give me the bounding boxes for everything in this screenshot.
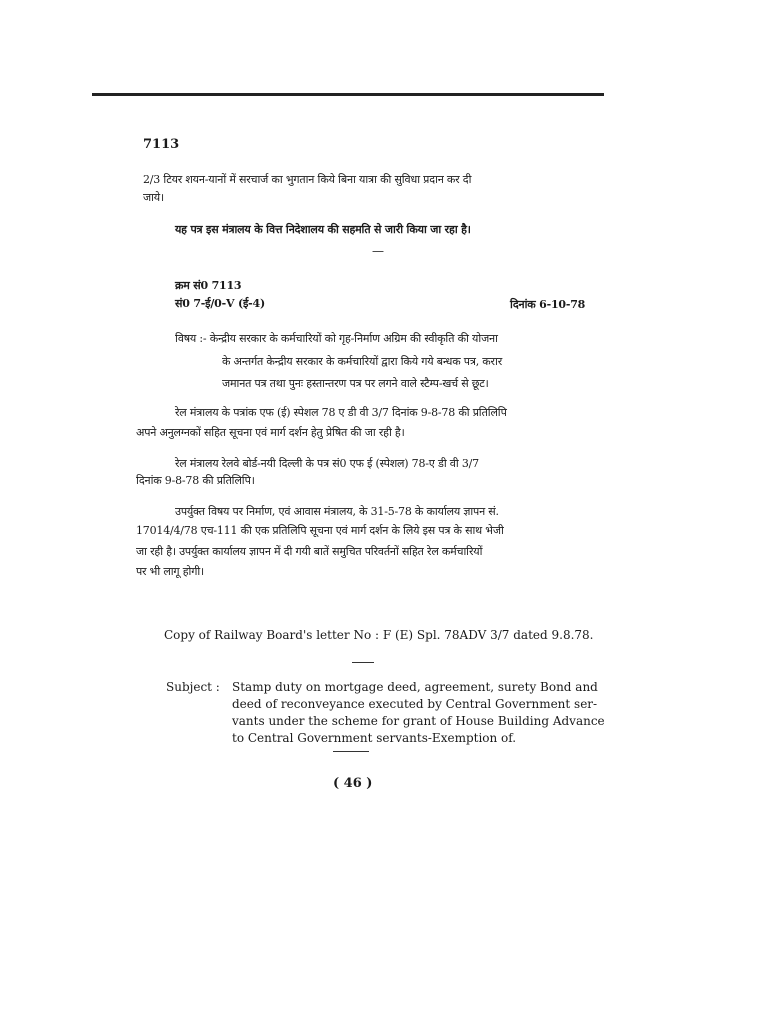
para3-line-2: 17014/4/78 एच-111 की एक प्रतिलिपि सूचना एवं मार्ग दर्शन के लिये इस पत्र के साथ भेजी (136, 524, 504, 537)
para2-line-2: दिनांक 9-8-78 की प्रतिलिपि। (136, 474, 255, 487)
subject-en-line-1: Stamp duty on mortgage deed, agreement, surety Bond and (232, 680, 598, 694)
ref-number: सं0 7-ई/0-V (ई-4) (175, 297, 265, 310)
subject-en-line-2: deed of reconveyance executed by Central Government ser- (232, 697, 598, 711)
intro-line-2: जाये। (143, 191, 164, 204)
ref-serial: क्रम सं0 7113 (175, 279, 242, 292)
subject-separator (333, 751, 369, 752)
doc-number: 7113 (143, 137, 180, 152)
page-number: ( 46 ) (333, 776, 373, 791)
subject-hi-line-1: विषय :- केन्द्रीय सरकार के कर्मचारियों को गृह-निर्माण अग्रिम की स्वीकृति की योजना (175, 332, 498, 345)
para1-line-1: रेल मंत्रालय के पत्रांक एफ (ई) स्पेशल 78 ए डी वी 3/7 दिनांक 9-8-78 की प्रतिलिपि (175, 406, 507, 419)
intro-line-3: यह पत्र इस मंत्रालय के वित्त निदेशालय की सहमति से जारी किया जा रहा है। (175, 223, 471, 236)
para3-line-4: पर भी लागू होगी। (136, 565, 205, 578)
subject-en-line-4: to Central Government servants-Exemption of. (232, 731, 517, 745)
copy-line: Copy of Railway Board's letter No : F (E) Spl. 78ADV 3/7 dated 9.8.78. (164, 628, 594, 642)
intro-line-1: 2/3 टियर शयन-यानों में सरचार्ज का भुगतान किये बिना यात्रा की सुविधा प्रदान कर दी (143, 173, 472, 186)
subject-en-line-3: vants under the scheme for grant of House Building Advance (232, 714, 605, 728)
subject-hi-line-3: जमानत पत्र तथा पुनः हस्तान्तरण पत्र पर लगने वाले स्टैम्प-खर्च से छूट। (222, 377, 489, 390)
ref-date: दिनांक 6-10-78 (510, 298, 586, 311)
separator-dash: — (372, 244, 384, 258)
subject-en-label: Subject : (166, 680, 220, 694)
para3-line-3: जा रही है। उपर्युक्त कार्यालय ज्ञापन में दी गयी बातें समुचित परिवर्तनों सहित रेल कर्मचारियों (136, 545, 483, 558)
top-rule (92, 93, 604, 96)
copy-separator (352, 662, 374, 663)
para2-line-1: रेल मंत्रालय रेलवे बोर्ड-नयी दिल्ली के पत्र सं0 एफ ई (स्पेशल) 78-ए डी वी 3/7 (175, 457, 479, 470)
para1-line-2: अपने अनुलग्नकों सहित सूचना एवं मार्ग दर्शन हेतु प्रेषित की जा रही है। (136, 426, 405, 439)
subject-hi-line-2: के अन्तर्गत केन्द्रीय सरकार के कर्मचारियों द्वारा किये गये बन्धक पत्र, करार (222, 355, 502, 368)
para3-line-1: उपर्युक्त विषय पर निर्माण, एवं आवास मंत्रालय, के 31-5-78 के कार्यालय ज्ञापन सं. (175, 505, 499, 518)
